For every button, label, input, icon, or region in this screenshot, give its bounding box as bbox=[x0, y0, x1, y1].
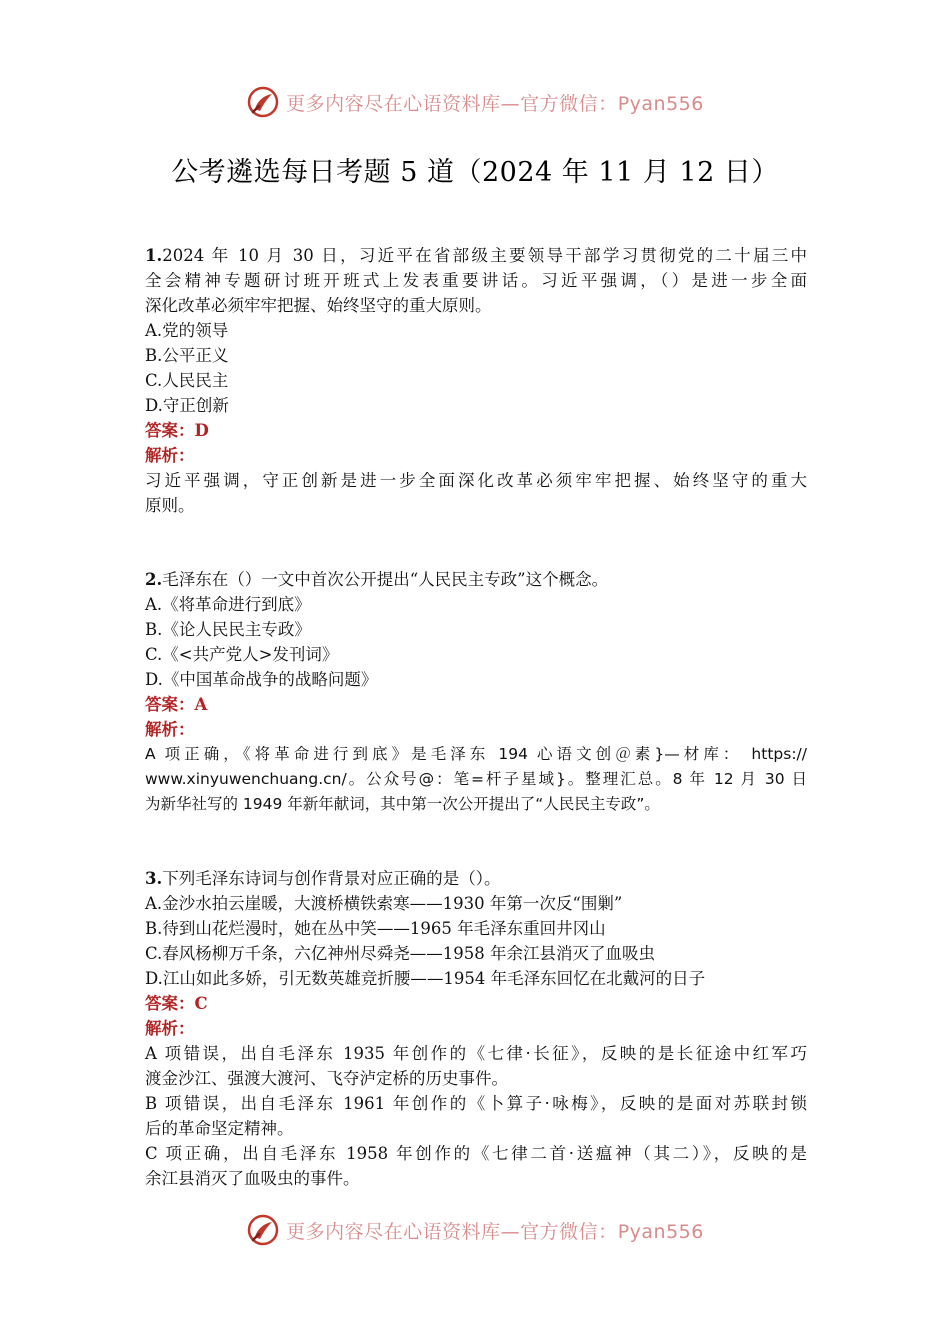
banner-text bbox=[286, 89, 704, 116]
question-number: 1. bbox=[145, 246, 163, 265]
analysis-line: www.xinyuwenchuang.cn/。公众号@：笔=杆子星域}。整理汇总。8 年 12 月 30 日 bbox=[145, 770, 807, 788]
question-stem-line: 深化改革必须牢牢把握、始终坚守的重大原则。 bbox=[145, 296, 492, 315]
option-b: B.待到山花烂漫时，她在丛中笑——1965 年毛泽东重回井冈山 bbox=[145, 919, 606, 938]
analysis-line: 原则。 bbox=[145, 496, 195, 515]
analysis-label: 解析： bbox=[145, 446, 195, 465]
answer-label: 答案：A bbox=[145, 695, 208, 714]
question-number: 2. bbox=[145, 570, 163, 589]
question-3 bbox=[145, 866, 807, 1191]
option-d: D.江山如此多娇，引无数英雄竞折腰——1954 年毛泽东回忆在北戴河的日子 bbox=[145, 969, 706, 988]
question-stem-line bbox=[145, 866, 807, 891]
option-c: C.人民民主 bbox=[145, 371, 229, 390]
analysis-line: A 项错误，出自毛泽东 1935 年创作的《七律·长征》，反映的是长征途中红军巧 bbox=[145, 1044, 807, 1063]
banner-wechat-id: Pyan556 bbox=[617, 1220, 704, 1243]
banner-dash: — bbox=[500, 1220, 521, 1243]
analysis-label: 解析： bbox=[145, 1019, 195, 1038]
question-stem-line bbox=[145, 567, 807, 592]
answer-label: 答案：C bbox=[145, 994, 208, 1013]
option-b: B.《论人民民主专政》 bbox=[145, 620, 311, 639]
banner-wechat-label: 官方微信： bbox=[520, 92, 618, 115]
question-stem-line: 全会精神专题研讨班开班式上发表重要讲话。习近平强调，（）是进一步全面 bbox=[145, 271, 807, 290]
banner-wechat-id: Pyan556 bbox=[617, 92, 704, 115]
footer-watermark-banner bbox=[0, 1210, 950, 1250]
question-number: 3. bbox=[145, 869, 163, 888]
banner-brand-text: 更多内容尽在心语资料库 bbox=[286, 1220, 501, 1243]
brand-logo-icon bbox=[246, 1213, 280, 1247]
option-d: D.《中国革命战争的战略问题》 bbox=[145, 670, 378, 689]
option-c: C.《<共产党人>发刊词》 bbox=[145, 645, 339, 664]
page-title: 公考遴选每日考题 5 道（2024 年 11 月 12 日） bbox=[171, 157, 779, 188]
option-a: A.党的领导 bbox=[145, 321, 229, 340]
question-1 bbox=[145, 243, 807, 518]
analysis-line: 后的革命坚定精神。 bbox=[145, 1119, 294, 1138]
banner-text bbox=[286, 1217, 704, 1244]
banner-wechat-label: 官方微信： bbox=[520, 1220, 618, 1243]
question-2 bbox=[145, 567, 807, 817]
question-stem-text: 2024 年 10 月 30 日，习近平在省部级主要领导干部学习贯彻党的二十届三中 bbox=[162, 246, 807, 265]
option-b: B.公平正义 bbox=[145, 346, 229, 365]
question-stem-line bbox=[145, 243, 807, 268]
banner-dash: — bbox=[500, 92, 521, 115]
analysis-line: A 项正确，《将革命进行到底》是毛泽东 194 心语文创＠素}—材库： https:// bbox=[145, 745, 807, 763]
banner-brand-text: 更多内容尽在心语资料库 bbox=[286, 92, 501, 115]
analysis-label: 解析： bbox=[145, 720, 195, 739]
analysis-line: 为新华社写的 1949 年新年献词，其中第一次公开提出了“人民民主专政”。 bbox=[145, 795, 660, 813]
question-stem-text: 毛泽东在（）一文中首次公开提出“人民民主专政”这个概念。 bbox=[162, 570, 609, 589]
answer-label: 答案：D bbox=[145, 421, 209, 440]
analysis-line: B 项错误，出自毛泽东 1961 年创作的《卜算子·咏梅》，反映的是面对苏联封锁 bbox=[145, 1094, 807, 1113]
question-stem-text: 下列毛泽东诗词与创作背景对应正确的是（）。 bbox=[162, 869, 501, 888]
option-c: C.春风杨柳万千条，六亿神州尽舜尧——1958 年余江县消灭了血吸虫 bbox=[145, 944, 656, 963]
analysis-line: C 项正确，出自毛泽东 1958 年创作的《七律二首·送瘟神（其二）》，反映的是 bbox=[145, 1144, 807, 1163]
brand-logo-icon bbox=[246, 85, 280, 119]
option-a: A.金沙水拍云崖暖，大渡桥横铁索寒——1930 年第一次反“围剿” bbox=[145, 894, 623, 913]
option-a: A.《将革命进行到底》 bbox=[145, 595, 311, 614]
analysis-line: 渡金沙江、强渡大渡河、飞夺泸定桥的历史事件。 bbox=[145, 1069, 508, 1088]
option-d: D.守正创新 bbox=[145, 396, 229, 415]
header-watermark-banner bbox=[0, 82, 950, 122]
analysis-line: 余江县消灭了血吸虫的事件。 bbox=[145, 1169, 360, 1188]
analysis-line: 习近平强调，守正创新是进一步全面深化改革必须牢牢把握、始终坚守的重大 bbox=[145, 471, 807, 490]
